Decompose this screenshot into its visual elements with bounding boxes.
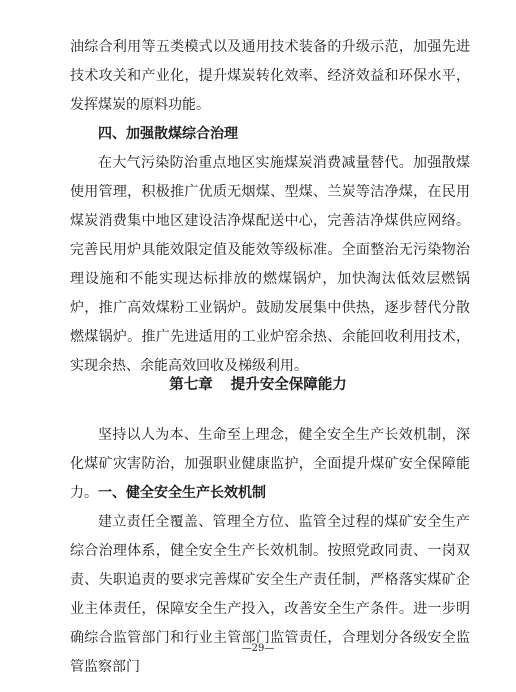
page-number: —29— bbox=[241, 643, 275, 654]
paragraph-safety-mechanism: 建立责任全覆盖、管理全方位、监管全过程的煤矿安全生产综合治理体系，健全安全生产长效机制。按照党政同责、一岗双责、失职追责的要求完善煤矿安全生产责任制，严格落实煤矿企业主体责任，保障安全生产投入，改善安全生产条件。进一步明确综合监管部门和行业主管部门监管责任，合理划分各级安全监管监察部门 bbox=[70, 514, 470, 675]
chapter-heading bbox=[0, 371, 516, 400]
section-heading-safety-mechanism: 一、健全安全生产长效机制 bbox=[98, 485, 266, 501]
chapter-number: 第七章 bbox=[169, 377, 213, 393]
paragraph-coal-conversion: 油综合利用等五类模式以及通用技术装备的升级示范，加强先进技术攻关和产业化，提升煤炭转化效率、经济效益和环保水平，发挥煤炭的原料功能。 bbox=[70, 39, 470, 113]
paragraph-scattered-coal: 在大气污染防治重点地区实施煤炭消费减量替代。加强散煤使用管理，积极推广优质无烟煤、型煤、兰炭等洁净煤，在民用煤炭消费集中地区建设洁净煤配送中心，完善洁净煤供应网络。完善民用炉具能效限定值及能效等级标准。全面整治无污染物治理设施和不能实现达标排放的燃煤锅炉，加快淘汰低效层燃锅炉，推广高效煤粉工业锅炉。鼓励发展集中供热，逐步替代分散燃煤锅炉。推广先进适用的工业炉窑余热、余能回收利用技术，实现余热、余能高效回收及梯级利用。 bbox=[70, 155, 470, 374]
section-heading-scattered-coal: 四、加强散煤综合治理 bbox=[98, 126, 238, 142]
paragraph-safety-intro: 坚持以人为本、生命至上理念，健全安全生产长效机制，深化煤矿灾害防治，加强职业健康监护，全面提升煤矿安全保障能力。 bbox=[70, 427, 470, 501]
chapter-title: 提升安全保障能力 bbox=[230, 377, 347, 393]
